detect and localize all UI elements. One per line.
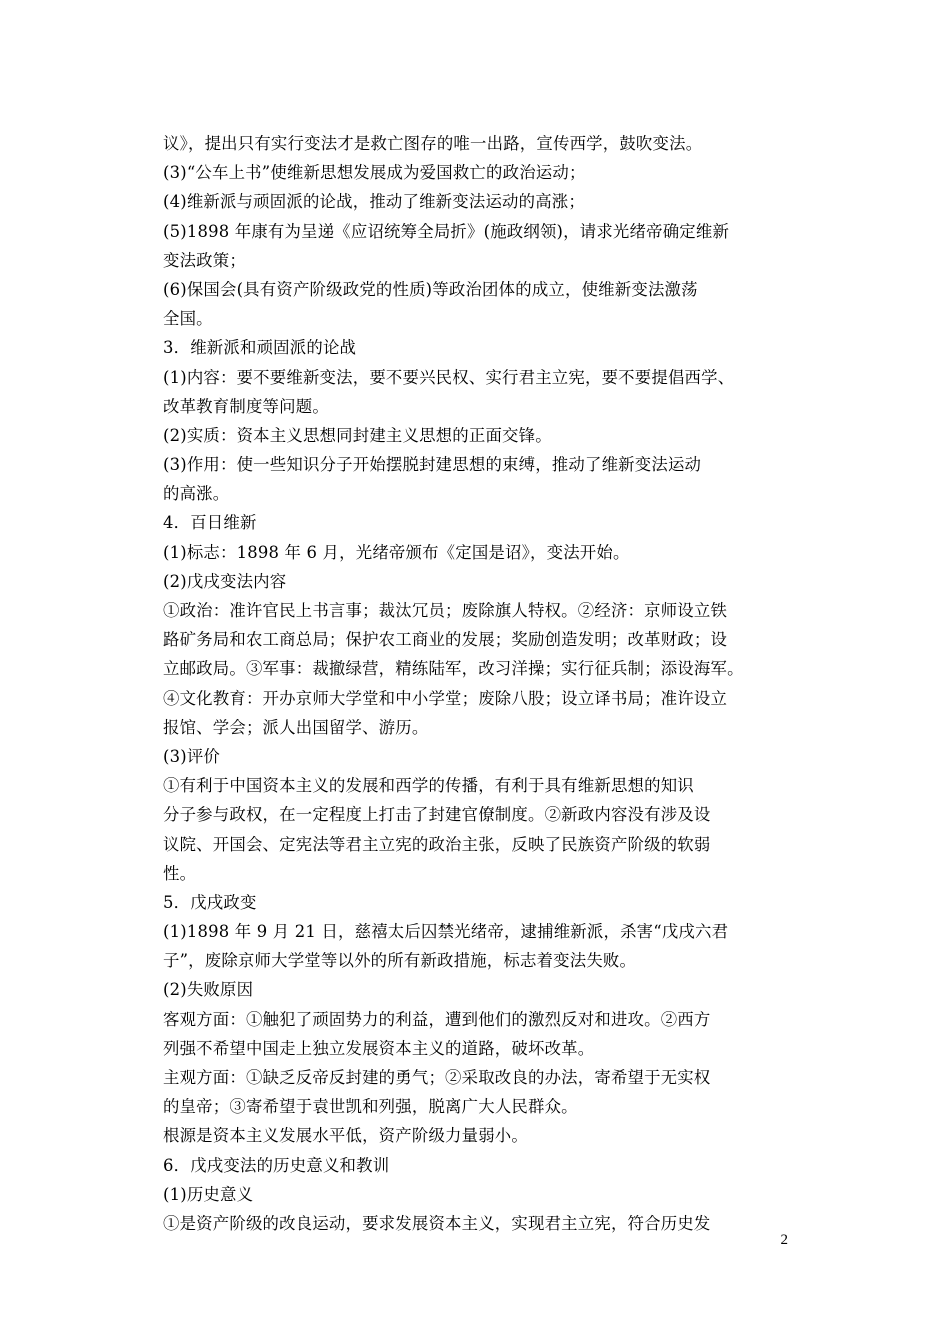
text-line: 路矿务局和农工商总局；保护农工商业的发展；奖励创造发明；改革财政；设 [163,630,728,650]
text-line: 变法政策； [163,250,246,270]
text-line: 性。 [163,863,197,883]
text-line: (3)评价 [163,746,220,766]
text-line: (4)维新派与顽固派的论战，推动了维新变法运动的高涨； [163,192,585,212]
text-line: (1)内容：要不要维新变法，要不要兴民权、实行君主立宪，要不要提倡西学、 [163,367,735,387]
text-line: 立邮政局。③军事：裁撤绿营，精练陆军，改习洋操；实行征兵制；添设海军。 [163,659,744,679]
text-line: 报馆、学会；派人出国留学、游历。 [163,717,429,737]
text-line: 分子参与政权，在一定程度上打击了封建官僚制度。②新政内容没有涉及设 [163,805,711,825]
text-line: 议院、开国会、定宪法等君主立宪的政治主张，反映了民族资产阶级的软弱 [163,834,711,854]
text-line: 子”，废除京师大学堂等以外的所有新政措施，标志着变法失败。 [163,951,637,971]
text-line: (1)历史意义 [163,1184,254,1204]
text-line: (5)1898 年康有为呈递《应诏统筹全局折》(施政纲领)，请求光绪帝确定维新 [163,221,730,241]
text-line: ④文化教育：开办京师大学堂和中小学堂；废除八股；设立译书局；准许设立 [163,688,728,708]
text-line: (2)实质：资本主义思想同封建主义思想的正面交锋。 [163,425,552,445]
section-heading: 4．百日维新 [163,513,257,533]
text-line: ①政治：准许官民上书言事；裁汰冗员；废除旗人特权。②经济：京师设立铁 [163,601,728,620]
section-heading: 6．戊戌变法的历史意义和教训 [163,1155,390,1175]
text-line: 根源是资本主义发展水平低，资产阶级力量弱小。 [163,1126,528,1146]
text-line: (1)1898 年 9 月 21 日，慈禧太后囚禁光绪帝，逮捕维新派，杀害“戊戌六君 [163,922,729,942]
page-number: 2 [780,1232,788,1248]
document-body [163,129,788,1238]
text-line: (2)戊戌变法内容 [163,571,287,591]
section-heading: 5．戊戌政变 [163,892,257,912]
text-line: ①是资产阶级的改良运动，要求发展资本主义，实现君主立宪，符合历史发 [163,1213,711,1233]
text-line: 列强不希望中国走上独立发展资本主义的道路，破坏改革。 [163,1038,595,1058]
text-line: (6)保国会(具有资产阶级政党的性质)等政治团体的成立，使维新变法激荡 [163,279,698,299]
text-line: (3)“公车上书”使维新思想发展成为爱国救亡的政治运动； [163,163,586,183]
text-line: ①有利于中国资本主义的发展和西学的传播，有利于具有维新思想的知识 [163,776,694,796]
text-line: (2)失败原因 [163,980,254,1000]
text-line: 主观方面：①缺乏反帝反封建的勇气；②采取改良的办法，寄希望于无实权 [163,1068,711,1087]
text-line: 的皇帝；③寄希望于袁世凯和列强，脱离广大人民群众。 [163,1097,578,1117]
text-line: 议》，提出只有实行变法才是救亡图存的唯一出路，宣传西学，鼓吹变法。 [163,134,703,153]
text-line: (3)作用：使一些知识分子开始摆脱封建思想的束缚，推动了维新变法运动 [163,455,702,475]
text-line: (1)标志：1898 年 6 月，光绪帝颁布《定国是诏》，变法开始。 [163,542,630,562]
text-line: 改革教育制度等问题。 [163,396,329,416]
section-heading: 3．维新派和顽固派的论战 [163,338,357,358]
text-line: 全国。 [163,309,213,329]
text-line: 客观方面：①触犯了顽固势力的利益，遭到他们的激烈反对和进攻。②西方 [163,1009,711,1029]
text-line: 的高涨。 [163,484,230,504]
